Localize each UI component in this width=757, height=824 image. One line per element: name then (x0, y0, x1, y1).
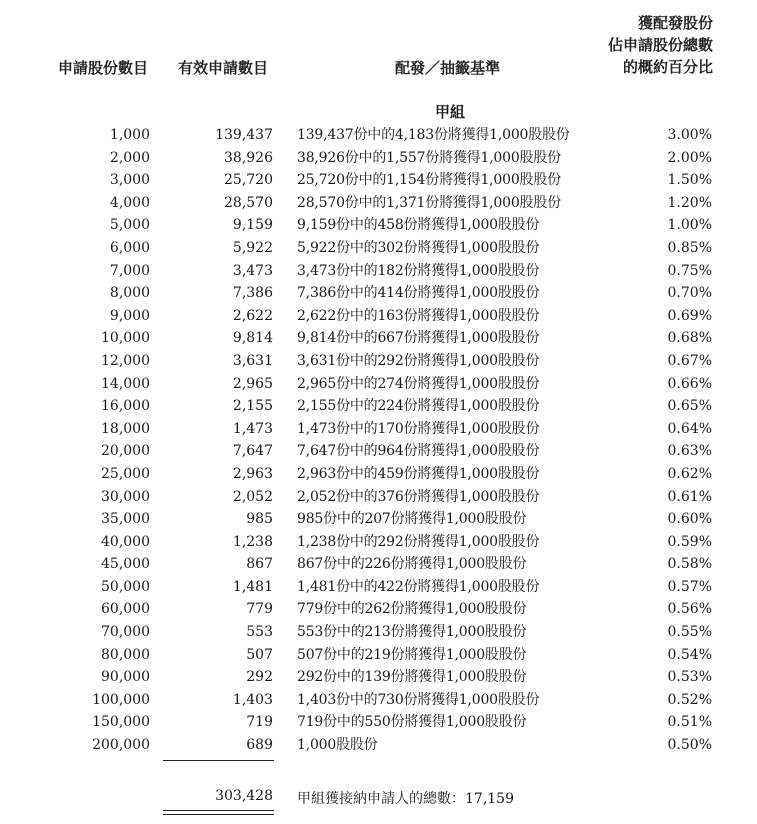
cell-shares-applied: 18,000 (101, 420, 150, 437)
header-allocation-basis: 配發／抽籤基準 (395, 59, 501, 77)
cell-allocation-basis: 9,159份中的458份將獲得1,000股股份 (297, 217, 540, 234)
cell-shares-applied: 1,000 (109, 127, 150, 143)
cell-valid-applications: 719 (246, 714, 273, 731)
cell-allocation-basis: 553份中的213份將獲得1,000股股份 (297, 624, 527, 641)
header-approx-percentage (580, 12, 713, 78)
cell-allocation-basis: 1,238份中的292份將獲得1,000股股份 (297, 533, 540, 550)
cell-valid-applications: 292 (246, 669, 273, 686)
cell-approx-percentage: 0.58% (667, 556, 712, 573)
header-shares-applied: 申請股份數目 (58, 59, 149, 77)
cell-valid-applications: 779 (246, 601, 273, 618)
cell-valid-applications: 3,631 (232, 352, 273, 369)
cell-approx-percentage: 0.70% (667, 285, 712, 302)
header-valid-applications: 有效申請數目 (178, 59, 269, 77)
table-row (0, 192, 757, 215)
cell-shares-applied: 2,000 (109, 149, 150, 166)
cell-shares-applied: 40,000 (101, 533, 150, 550)
cell-shares-applied: 45,000 (101, 556, 150, 573)
cell-approx-percentage: 0.61% (667, 488, 712, 505)
table-row (0, 486, 757, 509)
table-row (0, 373, 757, 396)
cell-approx-percentage: 2.00% (667, 149, 712, 166)
cell-shares-applied: 8,000 (109, 285, 150, 302)
table-row (0, 440, 757, 463)
cell-shares-applied: 35,000 (101, 511, 150, 528)
cell-shares-applied: 50,000 (101, 578, 150, 595)
cell-approx-percentage: 0.65% (667, 398, 712, 415)
cell-allocation-basis: 25,720份中的1,154份將獲得1,000股股份 (297, 172, 561, 189)
cell-approx-percentage: 0.67% (667, 352, 712, 369)
group-label: 甲組 (435, 103, 466, 121)
cell-allocation-basis: 9,814份中的667份將獲得1,000股股份 (297, 330, 540, 347)
cell-allocation-basis: 2,622份中的163份將獲得1,000股股份 (297, 307, 540, 324)
cell-shares-applied: 100,000 (92, 691, 150, 708)
table-row (0, 463, 757, 486)
cell-allocation-basis: 867份中的226份將獲得1,000股股份 (297, 556, 527, 573)
cell-shares-applied: 10,000 (101, 330, 150, 347)
cell-allocation-basis: 2,965份中的274份將獲得1,000股股份 (297, 375, 540, 392)
cell-approx-percentage: 0.69% (667, 307, 712, 324)
total-applicants-summary: 甲組獲接納申請人的總數：17,159 (297, 791, 514, 807)
cell-shares-applied: 70,000 (101, 624, 150, 641)
cell-approx-percentage: 0.75% (667, 262, 712, 279)
cell-shares-applied: 3,000 (109, 172, 150, 189)
cell-shares-applied: 80,000 (101, 646, 150, 663)
cell-valid-applications: 867 (246, 556, 273, 573)
cell-valid-applications: 2,052 (232, 488, 273, 505)
cell-approx-percentage: 0.66% (667, 375, 712, 392)
cell-approx-percentage: 0.52% (667, 691, 712, 708)
cell-valid-applications: 985 (246, 511, 273, 528)
cell-shares-applied: 16,000 (101, 398, 150, 415)
cell-shares-applied: 12,000 (101, 352, 150, 369)
cell-valid-applications: 2,965 (232, 375, 273, 392)
table-row (0, 689, 757, 712)
cell-shares-applied: 150,000 (92, 714, 150, 731)
cell-allocation-basis: 7,647份中的964份將獲得1,000股股份 (297, 443, 540, 460)
cell-shares-applied: 60,000 (101, 601, 150, 618)
cell-allocation-basis: 1,403份中的730份將獲得1,000股股份 (297, 691, 540, 708)
cell-approx-percentage: 1.00% (667, 217, 712, 234)
table-row (0, 305, 757, 328)
cell-valid-applications: 28,570 (224, 194, 273, 211)
cell-approx-percentage: 0.57% (667, 578, 712, 595)
table-row (0, 327, 757, 350)
table-row (0, 531, 757, 554)
cell-approx-percentage: 0.85% (667, 239, 712, 256)
cell-allocation-basis: 139,437份中的4,183份將獲得1,000股股份 (297, 127, 570, 143)
cell-allocation-basis: 3,473份中的182份將獲得1,000股股份 (297, 262, 540, 279)
cell-approx-percentage: 1.50% (667, 172, 712, 189)
header-approx-percentage-line2: 佔申請股份總數 (607, 36, 713, 54)
cell-valid-applications: 2,155 (232, 398, 273, 415)
cell-approx-percentage: 0.55% (667, 624, 712, 641)
table-row (0, 260, 757, 283)
table-row (0, 282, 757, 305)
cell-allocation-basis: 1,473份中的170份將獲得1,000股股份 (297, 420, 540, 437)
cell-allocation-basis: 38,926份中的1,557份將獲得1,000股股份 (297, 149, 561, 166)
cell-approx-percentage: 0.54% (667, 646, 712, 663)
cell-approx-percentage: 0.60% (667, 511, 712, 528)
cell-approx-percentage: 0.59% (667, 533, 712, 550)
cell-valid-applications: 1,238 (232, 533, 273, 550)
cell-allocation-basis: 3,631份中的292份將獲得1,000股股份 (297, 352, 540, 369)
cell-shares-applied: 5,000 (109, 217, 150, 234)
cell-approx-percentage: 0.68% (667, 330, 712, 347)
cell-approx-percentage: 3.00% (667, 127, 712, 143)
cell-approx-percentage: 0.62% (667, 465, 712, 482)
cell-shares-applied: 25,000 (101, 465, 150, 482)
cell-shares-applied: 9,000 (109, 307, 150, 324)
cell-shares-applied: 200,000 (92, 737, 150, 754)
cell-allocation-basis: 507份中的219份將獲得1,000股股份 (297, 646, 527, 663)
cell-allocation-basis: 2,963份中的459份將獲得1,000股股份 (297, 465, 540, 482)
cell-valid-applications: 689 (246, 737, 273, 754)
cell-allocation-basis: 719份中的550份將獲得1,000股股份 (297, 714, 527, 731)
table-row (0, 711, 757, 734)
cell-shares-applied: 20,000 (101, 443, 150, 460)
table-row (0, 598, 757, 621)
cell-valid-applications: 38,926 (224, 149, 273, 166)
cell-allocation-basis: 28,570份中的1,371份將獲得1,000股股份 (297, 194, 561, 211)
table-row (0, 621, 757, 644)
allocation-table (0, 124, 757, 757)
cell-valid-applications: 507 (246, 646, 273, 663)
table-row (0, 395, 757, 418)
cell-shares-applied: 90,000 (101, 669, 150, 686)
cell-valid-applications: 9,814 (232, 330, 273, 347)
cell-approx-percentage: 1.20% (667, 194, 712, 211)
cell-valid-applications: 7,386 (232, 285, 273, 302)
cell-shares-applied: 14,000 (101, 375, 150, 392)
total-double-rule-top (163, 810, 274, 811)
cell-valid-applications: 25,720 (224, 172, 273, 189)
table-row (0, 553, 757, 576)
cell-allocation-basis: 1,000股股份 (297, 737, 378, 754)
cell-valid-applications: 1,473 (232, 420, 273, 437)
table-row (0, 237, 757, 260)
subtotal-rule (163, 760, 274, 761)
cell-valid-applications: 1,481 (232, 578, 273, 595)
cell-approx-percentage: 0.56% (667, 601, 712, 618)
table-row (0, 350, 757, 373)
table-row (0, 734, 757, 757)
header-approx-percentage-line3: 的概約百分比 (622, 58, 713, 76)
cell-valid-applications: 3,473 (232, 262, 273, 279)
cell-approx-percentage: 0.51% (667, 714, 712, 731)
cell-allocation-basis: 2,052份中的376份將獲得1,000股股份 (297, 488, 540, 505)
cell-approx-percentage: 0.63% (667, 443, 712, 460)
header-approx-percentage-line1: 獲配發股份 (637, 14, 713, 32)
table-row (0, 666, 757, 689)
table-row (0, 644, 757, 667)
cell-valid-applications: 1,403 (232, 691, 273, 708)
total-applications: 303,428 (215, 788, 273, 804)
table-row (0, 147, 757, 170)
cell-allocation-basis: 5,922份中的302份將獲得1,000股股份 (297, 239, 540, 256)
cell-valid-applications: 5,922 (232, 239, 273, 256)
table-row (0, 508, 757, 531)
cell-shares-applied: 4,000 (109, 194, 150, 211)
cell-allocation-basis: 2,155份中的224份將獲得1,000股股份 (297, 398, 540, 415)
cell-approx-percentage: 0.53% (667, 669, 712, 686)
cell-valid-applications: 9,159 (232, 217, 273, 234)
cell-valid-applications: 7,647 (232, 443, 273, 460)
cell-valid-applications: 2,622 (232, 307, 273, 324)
cell-valid-applications: 553 (246, 624, 273, 641)
cell-shares-applied: 7,000 (109, 262, 150, 279)
cell-allocation-basis: 1,481份中的422份將獲得1,000股股份 (297, 578, 540, 595)
table-row (0, 214, 757, 237)
table-row (0, 124, 757, 147)
cell-allocation-basis: 292份中的139份將獲得1,000股股份 (297, 669, 527, 686)
cell-approx-percentage: 0.50% (667, 737, 712, 754)
cell-valid-applications: 139,437 (215, 127, 273, 143)
total-double-rule-bottom (163, 814, 274, 815)
table-row (0, 418, 757, 441)
cell-allocation-basis: 985份中的207份將獲得1,000股股份 (297, 511, 527, 528)
cell-shares-applied: 30,000 (101, 488, 150, 505)
cell-allocation-basis: 7,386份中的414份將獲得1,000股股份 (297, 285, 540, 302)
table-row (0, 576, 757, 599)
table-row (0, 169, 757, 192)
cell-valid-applications: 2,963 (232, 465, 273, 482)
cell-approx-percentage: 0.64% (667, 420, 712, 437)
cell-shares-applied: 6,000 (109, 239, 150, 256)
cell-allocation-basis: 779份中的262份將獲得1,000股股份 (297, 601, 527, 618)
